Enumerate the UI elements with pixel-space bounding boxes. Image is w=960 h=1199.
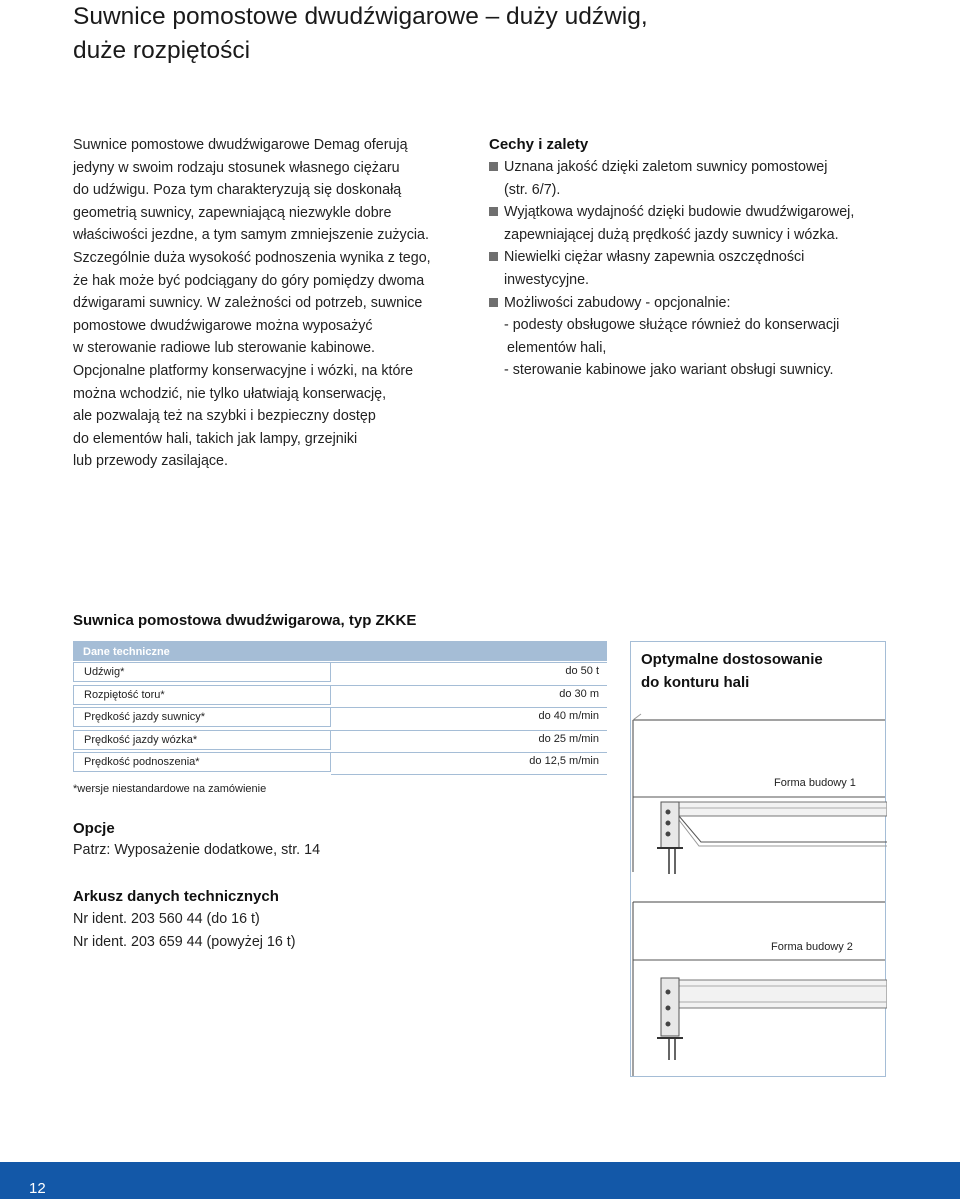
- intro-line: właściwości jezdne, a tym samym zmniejszenie zużycia.: [73, 227, 429, 244]
- intro-line: geometrią suwnicy, zapewniającą niezwykle dobre: [73, 204, 392, 221]
- table-row: [73, 706, 607, 729]
- table-row-value: do 40 m/min: [538, 710, 599, 723]
- feature-text: zapewniającej dużą prędkość jazdy suwnicy i wózka.: [504, 226, 839, 243]
- table-row: [73, 729, 607, 752]
- square-bullet-icon: [489, 252, 498, 261]
- table-footnote: *wersje niestandardowe na zamówienie: [73, 783, 267, 795]
- table-row-label: Rozpiętość toru*: [73, 685, 331, 705]
- crane-profile-diagrams: [631, 642, 887, 1078]
- feature-text: (str. 6/7).: [504, 181, 561, 198]
- form-1-label: Forma budowy 1: [774, 777, 856, 789]
- panel-title-line-2: do konturu hali: [641, 674, 750, 691]
- intro-paragraph: [73, 134, 483, 473]
- feature-text: - sterowanie kabinowe jako wariant obsługi suwnicy.: [504, 362, 834, 379]
- table-row: [73, 684, 607, 707]
- table-row-label: Prędkość podnoszenia*: [73, 752, 331, 772]
- table-row-label: Prędkość jazdy suwnicy*: [73, 707, 331, 727]
- features-heading: Cechy i zalety: [489, 136, 589, 153]
- square-bullet-icon: [489, 207, 498, 216]
- intro-line: pomostowe dwudźwigarowe można wyposażyć: [73, 317, 373, 334]
- form-2-label: Forma budowy 2: [771, 941, 853, 953]
- features-section: [489, 134, 939, 382]
- datasheet-ident-2: Nr ident. 203 659 44 (powyżej 16 t): [73, 934, 296, 950]
- page-title-line-2: duże rozpiętości: [73, 37, 251, 64]
- page-number: 12: [29, 1180, 46, 1197]
- table-header: Dane techniczne: [73, 641, 607, 661]
- intro-line: Opcjonalne platformy konserwacyjne i wózki, na które: [73, 362, 414, 379]
- feature-text: elementów hali,: [507, 339, 607, 356]
- intro-line: że hak może być podciągany do góry pomiędzy dwoma: [73, 272, 425, 289]
- intro-line: jedyny w swoim rodzaju stosunek własnego ciężaru: [73, 159, 400, 176]
- datasheet-ident-1: Nr ident. 203 560 44 (do 16 t): [73, 911, 260, 927]
- intro-line: lub przewody zasilające.: [73, 453, 228, 470]
- options-text: Patrz: Wyposażenie dodatkowe, str. 14: [73, 842, 321, 858]
- panel-title-line-1: Optymalne dostosowanie: [641, 651, 823, 668]
- datasheet-title: Arkusz danych technicznych: [73, 888, 279, 905]
- table-row: [73, 751, 607, 774]
- feature-text: - podesty obsługowe służące również do konserwacji: [504, 317, 840, 334]
- table-bottom-divider: [331, 774, 607, 775]
- form-2-diagram: [633, 902, 887, 1076]
- feature-text: Uznana jakość dzięki zaletom suwnicy pomostowej: [504, 159, 828, 175]
- crane-type-title: Suwnica pomostowa dwudźwigarowa, typ ZKKE: [73, 612, 417, 629]
- page-title: [73, 0, 933, 68]
- intro-line: Suwnice pomostowe dwudźwigarowe Demag oferują: [73, 137, 408, 153]
- table-row-value: do 25 m/min: [538, 732, 599, 745]
- table-row: [73, 661, 607, 684]
- intro-line: można wchodzić, nie tylko ułatwiają konserwację,: [73, 385, 387, 402]
- feature-text: Możliwości zabudowy - opcjonalnie:: [504, 294, 731, 311]
- intro-line: ale pozwalają też na szybki i bezpieczny dostęp: [73, 408, 376, 425]
- table-row-value: do 50 t: [565, 665, 599, 677]
- feature-text: Niewielki ciężar własny zapewnia oszczędności: [504, 249, 805, 266]
- page-title-line-1: Suwnice pomostowe dwudźwigarowe – duży udźwig,: [73, 3, 648, 30]
- intro-line: w sterowanie radiowe lub sterowanie kabinowe.: [73, 340, 375, 357]
- intro-line: Szczególnie duża wysokość podnoszenia wynika z tego,: [73, 249, 431, 266]
- table-row-label: Prędkość jazdy wózka*: [73, 730, 331, 750]
- form-1-diagram: [633, 714, 887, 874]
- technical-data-table: [73, 641, 607, 774]
- options-title: Opcje: [73, 820, 115, 837]
- feature-text: Wyjątkowa wydajność dzięki budowie dwudźwigarowej,: [504, 204, 855, 221]
- intro-line: do elementów hali, takich jak lampy, grzejniki: [73, 430, 358, 447]
- hall-contour-panel: [630, 641, 886, 1077]
- intro-line: dźwigarami suwnicy. W zależności od potrzeb, suwnice: [73, 295, 423, 312]
- square-bullet-icon: [489, 162, 498, 171]
- table-row-value: do 12,5 m/min: [529, 755, 599, 768]
- intro-line: do udźwigu. Poza tym charakteryzują się doskonałą: [73, 182, 402, 199]
- feature-item: [489, 201, 939, 224]
- feature-item: [489, 292, 939, 315]
- feature-text: inwestycyjne.: [504, 271, 590, 288]
- feature-item: [489, 156, 939, 179]
- table-row-value: do 30 m: [559, 687, 599, 700]
- square-bullet-icon: [489, 298, 498, 307]
- table-row-label: Udźwig*: [73, 662, 331, 682]
- page-footer-bar: [0, 1162, 960, 1199]
- feature-item: [489, 246, 939, 269]
